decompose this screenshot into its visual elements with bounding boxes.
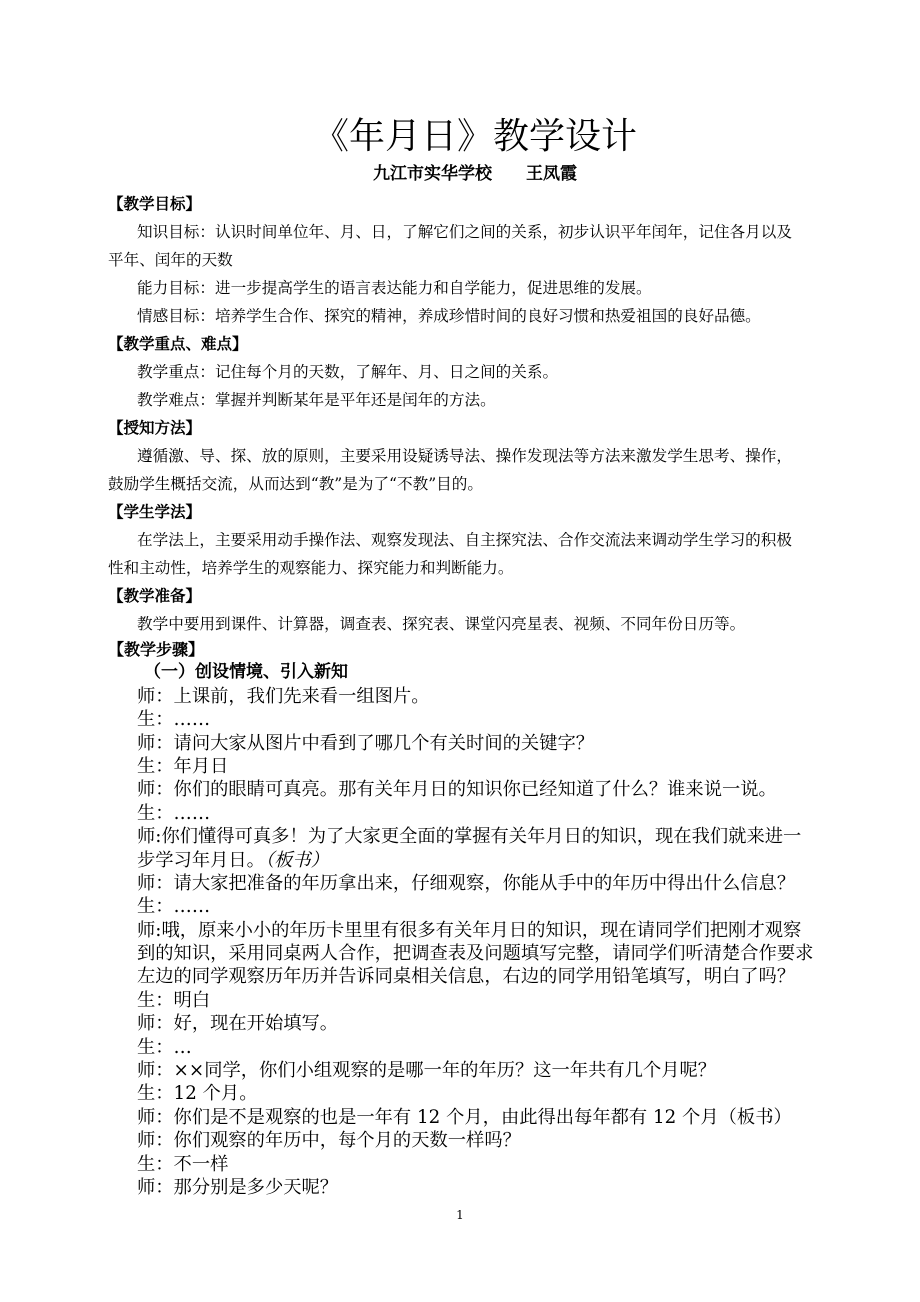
subsection-heading <box>108 661 822 684</box>
dialogue-line <box>108 942 822 965</box>
line-text: 生：…… <box>137 709 211 731</box>
paragraph-line <box>108 470 822 498</box>
line-text: 生：明白 <box>137 989 211 1011</box>
line-text: 生：…… <box>137 802 211 824</box>
line-text: 【学生学法】 <box>108 503 202 521</box>
line-text: 师：请大家把准备的年历拿出来，仔细观察，你能从手中的年历中得出什么信息？ <box>137 872 796 894</box>
paragraph-line <box>108 302 822 330</box>
line-text: 【教学准备】 <box>108 587 202 605</box>
line-text: 师：你们的眼睛可真亮。那有关年月日的知识你已经知道了什么？谁来说一说。 <box>137 779 777 801</box>
line-text: 师：好，现在开始填写。 <box>137 1013 339 1035</box>
line-text: 平年、闰年的天数 <box>108 251 233 269</box>
board-note: （板书） <box>264 849 329 871</box>
document-page <box>108 115 822 1199</box>
line-text: 【教学目标】 <box>108 195 202 213</box>
dialogue-line <box>108 708 822 731</box>
section-heading <box>108 190 822 218</box>
dialogue-line <box>108 1106 822 1129</box>
line-text: 生：不一样 <box>137 1153 229 1175</box>
dialogue-line <box>108 778 822 801</box>
line-text: 【教学重点、难点】 <box>108 335 248 353</box>
paragraph-line <box>108 246 822 274</box>
paragraph-line <box>108 610 822 638</box>
line-text: 师：请问大家从图片中看到了哪几个有关时间的关键字？ <box>137 732 595 754</box>
page-number: 1 <box>456 1208 464 1222</box>
section-heading <box>108 582 822 610</box>
paragraph-line <box>108 274 822 302</box>
line-text: 师：那分别是多少天呢？ <box>137 1176 339 1198</box>
line-text: 师:你们懂得可真多！为了大家更全面的掌握有关年月日的知识，现在我们就来进一 <box>137 826 802 848</box>
section-heading <box>108 330 822 358</box>
line-text: 遵循激、导、探、放的原则，主要采用设疑诱导法、操作发现法等方法来激发学生思考、操作， <box>137 447 792 465</box>
line-text: 能力目标：进一步提高学生的语言表达能力和自学能力，促进思维的发展。 <box>137 279 652 297</box>
line-text: 生：年月日 <box>137 755 229 777</box>
document-title: 《年月日》教学设计 <box>312 116 637 157</box>
line-text: 教学重点：记住每个月的天数，了解年、月、日之间的关系。 <box>137 363 559 381</box>
line-text: 教学中要用到课件、计算器，调查表、探究表、课堂闪亮星表、视频、不同年份日历等。 <box>137 615 746 633</box>
dialogue-line <box>108 1059 822 1082</box>
dialogue-line <box>108 802 822 825</box>
dialogue-line <box>108 872 822 895</box>
dialogue-line <box>108 1082 822 1105</box>
paragraph-line <box>108 442 822 470</box>
dialogue-line <box>108 825 822 848</box>
author-line: 九江市实华学校 王凤霞 <box>373 164 577 184</box>
section-heading <box>108 414 822 442</box>
line-text: 到的知识，采用同桌两人合作，把调查表及问题填写完整，请同学们听清楚合作要求 <box>137 943 814 965</box>
line-text: 【教学步骤】 <box>108 640 205 659</box>
paragraph-line <box>108 386 822 414</box>
dialogue-line <box>108 1012 822 1035</box>
line-text: 情感目标：培养学生合作、探究的精神，养成珍惜时间的良好习惯和热爱祖国的良好品德。 <box>137 307 761 325</box>
line-text: 生：12 个月。 <box>137 1083 258 1105</box>
paragraph-line <box>108 526 822 554</box>
line-text: 知识目标：认识时间单位年、月、日，了解它们之间的关系，初步认识平年闰年，记住各月以及 <box>137 223 792 241</box>
dialogue-line <box>108 1129 822 1152</box>
line-text: 师：你们观察的年历中，每个月的天数一样吗？ <box>137 1130 521 1152</box>
line-text: 【授知方法】 <box>108 419 202 437</box>
document-body <box>108 190 822 1199</box>
dialogue-line <box>108 685 822 708</box>
line-text: 生：… <box>137 1036 192 1058</box>
line-text: （一）创设情境、引入新知 <box>144 662 348 683</box>
section-heading <box>108 638 822 661</box>
dialogue-line <box>108 1176 822 1199</box>
paragraph-line <box>108 358 822 386</box>
line-text: 鼓励学生概括交流，从而达到“教”是为了“不教”目的。 <box>108 475 483 493</box>
dialogue-line <box>108 1036 822 1059</box>
line-text: 师：××同学，你们小组观察的是哪一年的年历？这一年共有几个月呢？ <box>137 1060 717 1082</box>
line-text: 步学习年月日。 <box>137 849 265 871</box>
dialogue-line <box>108 732 822 755</box>
dialogue-line <box>108 849 822 872</box>
dialogue-line <box>108 1153 822 1176</box>
dialogue-line <box>108 965 822 988</box>
line-text: 在学法上，主要采用动手操作法、观察发现法、自主探究法、合作交流法来调动学生学习的积极 <box>137 531 792 549</box>
paragraph-line <box>108 554 822 582</box>
line-text: 生：…… <box>137 896 211 918</box>
line-text: 师：上课前，我们先来看一组图片。 <box>137 685 430 707</box>
paragraph-line <box>108 218 822 246</box>
dialogue-line <box>108 989 822 1012</box>
line-text: 教学难点：掌握并判断某年是平年还是闰年的方法。 <box>137 391 496 409</box>
line-text: 左边的同学观察历年历并告诉同桌相关信息，右边的同学用铅笔填写，明白了吗？ <box>137 966 796 988</box>
line-text: 性和主动性，培养学生的观察能力、探究能力和判断能力。 <box>108 559 514 577</box>
dialogue-line <box>108 755 822 778</box>
dialogue-line <box>108 919 822 942</box>
dialogue-line <box>108 895 822 918</box>
line-text: 师:哦，原来小小的年历卡里里有很多有关年月日的知识，现在请同学们把刚才观察 <box>137 919 802 941</box>
line-text: 师：你们是不是观察的也是一年有 12 个月，由此得出每年都有 12 个月（板书） <box>137 1106 792 1128</box>
section-heading <box>108 498 822 526</box>
